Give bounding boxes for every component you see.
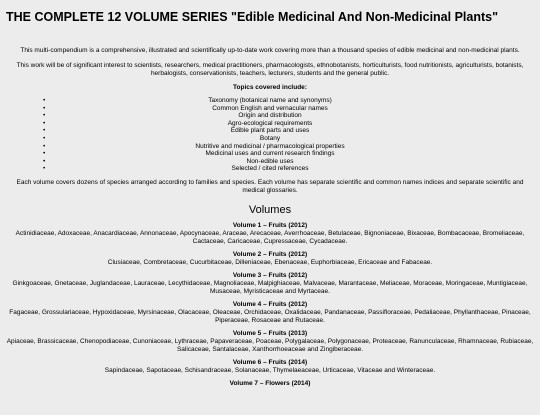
volume-families: Sapindaceae, Sapotaceae, Schisandraceae, Solanaceae, Thymelaeaceae, Urticaceae, Vitaceae and Winteraceae. bbox=[104, 366, 436, 374]
topics-list bbox=[6, 97, 534, 173]
volume-section bbox=[6, 251, 534, 267]
volume-families: Ginkgoaceae, Gnetaceae, Juglandaceae, Lauraceae, Lecythidaceae, Magnoliaceae, Malpighiaceae, Malvaceae, Marantaceae, Meliaceae, Moraceae, Moringaceae, Muntigiaceae, Musaceae, Myristicaceae and Myrtaceae. bbox=[12, 279, 528, 295]
list-item: • Nutritive and medicinal / pharmacological properties bbox=[43, 142, 345, 150]
list-item: • Common English and vernacular names bbox=[43, 104, 328, 112]
page-title: THE COMPLETE 12 VOLUME SERIES "Edible Medicinal And Non-Medicinal Plants" bbox=[6, 10, 499, 24]
volume-title: Volume 7 – Flowers (2014) bbox=[229, 379, 311, 387]
volume-title: Volume 6 – Fruits (2014) bbox=[232, 358, 308, 366]
volume-title: Volume 1 – Fruits (2012) bbox=[232, 221, 308, 229]
list-item: • Botany bbox=[43, 134, 281, 142]
list-item: • Medicinal uses and current research findings bbox=[43, 150, 335, 158]
topics-heading: Topics covered include: bbox=[233, 84, 307, 91]
intro-paragraph-2: This work will be of significant interest to scientists, researchers, medical practitioners, pharmacologists, ethnobotanists, horticulturists, food nutritionists, agriculturists, botanists, herbalogists, conservationists, teachers, lecturers, students and the general public. bbox=[16, 62, 524, 77]
volume-section bbox=[6, 272, 534, 296]
volume-section bbox=[6, 359, 534, 375]
bullet-icon: • bbox=[43, 134, 46, 142]
list-item: • Taxonomy (botanical name and synonyms) bbox=[43, 97, 332, 104]
volume-title: Volume 3 – Fruits (2012) bbox=[232, 271, 308, 279]
volume-title: Volume 2 – Fruits (2012) bbox=[232, 250, 308, 258]
list-item: • Non-edible uses bbox=[43, 157, 294, 165]
volume-title: Volume 4 – Fruits (2012) bbox=[232, 300, 308, 308]
list-item: • Edible plant parts and uses bbox=[43, 127, 310, 135]
bullet-icon: • bbox=[43, 165, 46, 173]
bullet-icon: • bbox=[43, 104, 46, 112]
bullet-icon: • bbox=[43, 127, 46, 135]
volume-section bbox=[6, 222, 534, 246]
volume-families: Actinidiaceae, Adoxaceae, Anacardiaceae, Annonaceae, Apocynaceae, Araceae, Arecaceae, Averrhoaceae, Betulaceae, Bignoniaceae, Bixaceae, Bombacaceae, Bromeliaceae, Cactaceae, Caricaceae, Cupressaceae, Cycadaceae. bbox=[15, 229, 525, 245]
bullet-icon: • bbox=[43, 142, 46, 150]
volume-families: Fagaceae, Grossulariaceae, Hypoxidaceae, Myrsinaceae, Olacaceae, Oleaceae, Orchidaceae, Oxalidaceae, Pandanaceae, Passifloraceae, Pedaliaceae, Phyllanthaceae, Pinaceae, Piperaceae, Rosaceae and Rutaceae. bbox=[9, 308, 531, 324]
volumes-heading: Volumes bbox=[248, 203, 292, 216]
volume-families: Clusiaceae, Combretaceae, Cucurbitaceae, Dilleniaceae, Ebenaceae, Euphorbiaceae, Ericaceae and Fabaceae. bbox=[107, 258, 433, 266]
volume-section bbox=[6, 330, 534, 354]
bullet-icon: • bbox=[43, 119, 46, 127]
species-note: Each volume covers dozens of species arranged according to families and species. Each volume has separate scientific and common names indices and separate scientific and medical glossaries. bbox=[16, 178, 524, 194]
volume-section bbox=[6, 380, 534, 388]
list-item: • Agro-ecological requirements bbox=[43, 119, 313, 127]
bullet-icon: • bbox=[43, 112, 46, 120]
main-content bbox=[0, 47, 540, 388]
intro-paragraph-1: This multi-compendium is a comprehensive, illustrated and scientifically up-to-date work covering more than a thousand species of edible medicinal and non-medicinal plants. bbox=[20, 47, 520, 54]
volume-families: Apiaceae, Brassicaceae, Chenopodiaceae, Cunoniaceae, Lythraceae, Papaveraceae, Poaceae, Polygalaceae, Polygonaceae, Proteaceae, Ranunculaceae, Rhamnaceae, Rubiaceae, Salicaceae, Santalaceae, Xanthorrhoeaceae and Zingiberaceae. bbox=[6, 337, 534, 353]
bullet-icon: • bbox=[43, 157, 46, 165]
bullet-icon: • bbox=[43, 150, 46, 158]
bullet-icon: • bbox=[43, 97, 46, 104]
list-item: • Origin and distribution bbox=[43, 112, 302, 120]
volume-title: Volume 5 – Fruits (2013) bbox=[232, 329, 308, 337]
volume-section bbox=[6, 301, 534, 325]
list-item: • Selected / cited references bbox=[43, 165, 309, 173]
